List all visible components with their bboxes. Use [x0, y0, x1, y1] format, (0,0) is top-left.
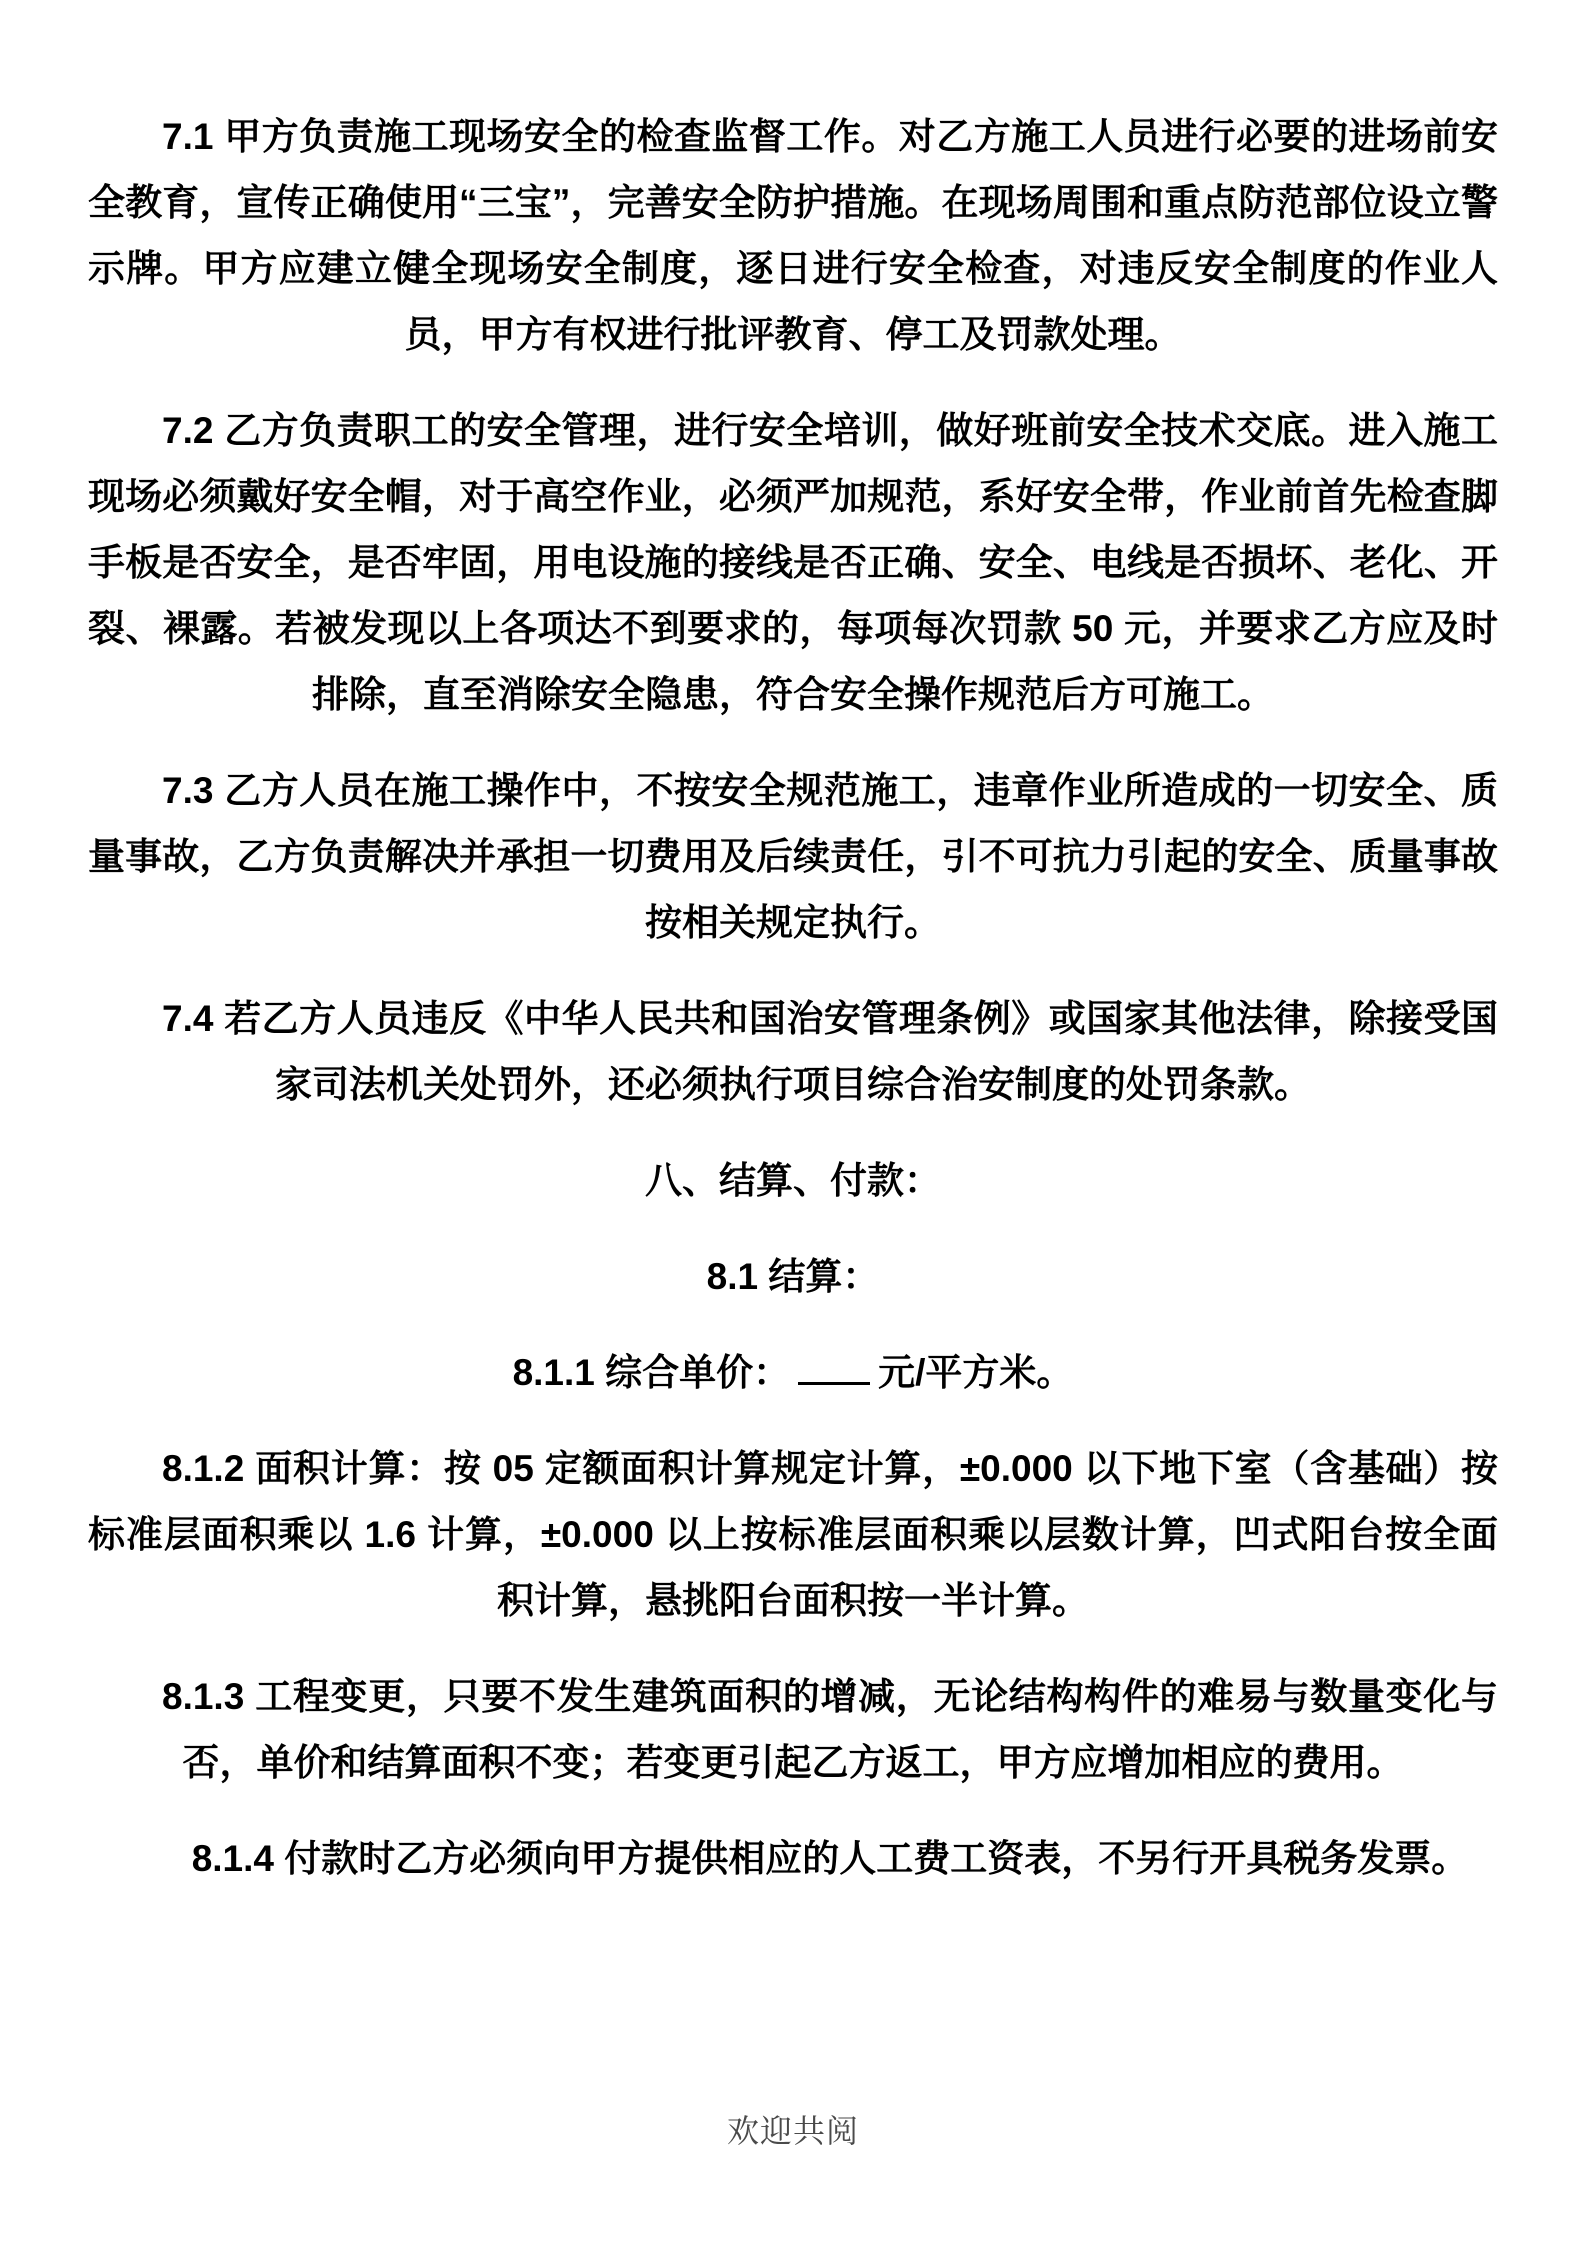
clause-8-1-1-label: 8.1.1 综合单价： [512, 1352, 791, 1393]
clause-8-1-2: 8.1.2 面积计算：按 05 定额面积计算规定计算，±0.000 以下地下室（含基础）按标准层面积乘以 1.6 计算，±0.000 以上按标准层面积乘以层数计算，凹式阳台按全面积计算，悬挑阳台面积按一半计算。 [88, 1448, 1498, 1621]
section-8-heading: 八、结算、付款： [645, 1160, 941, 1201]
unit-price-blank-field [798, 1351, 870, 1385]
clause-7-1: 7.1 甲方负责施工现场安全的检查监督工作。对乙方施工人员进行必要的进场前安全教育，宣传正确使用“三宝”，完善安全防护措施。在现场周围和重点防范部位设立警示牌。甲方应建立健全现场安全制度，逐日进行安全检查，对违反安全制度的作业人员，甲方有权进行批评教育、停工及罚款处理。 [88, 116, 1498, 355]
clause-8-1-1 [88, 1340, 1498, 1406]
clause-7-2: 7.2 乙方负责职工的安全管理，进行安全培训，做好班前安全技术交底。进入施工现场必须戴好安全帽，对于高空作业，必须严加规范，系好安全带，作业前首先检查脚手板是否安全，是否牢固，用电设施的接线是否正确、安全、电线是否损坏、老化、开裂、裸露。若被发现以上各项达不到要求的，每项每次罚款 50 元，并要求乙方应及时排除，直至消除安全隐患，符合安全操作规范后方可施工。 [88, 410, 1498, 715]
clause-7-3: 7.3 乙方人员在施工操作中，不按安全规范施工，违章作业所造成的一切安全、质量事故，乙方负责解决并承担一切费用及后续责任，引不可抗力引起的安全、质量事故按相关规定执行。 [88, 770, 1498, 943]
clause-8-1-3: 8.1.3 工程变更，只要不发生建筑面积的增减，无论结构构件的难易与数量变化与否，单价和结算面积不变；若变更引起乙方返工，甲方应增加相应的费用。 [162, 1676, 1498, 1783]
clause-8-1-1-unit: 元/平方米。 [878, 1352, 1074, 1393]
page-footer: 欢迎共阅 [726, 2113, 859, 2149]
clause-8-1-4: 8.1.4 付款时乙方必须向甲方提供相应的人工费工资表，不另行开具税务发票。 [191, 1838, 1469, 1879]
subsection-8-1-heading: 8.1 结算： [706, 1256, 880, 1297]
clause-7-4: 7.4 若乙方人员违反《中华人民共和国治安管理条例》或国家其他法律，除接受国家司法机关处罚外，还必须执行项目综合治安制度的处罚条款。 [162, 998, 1498, 1105]
